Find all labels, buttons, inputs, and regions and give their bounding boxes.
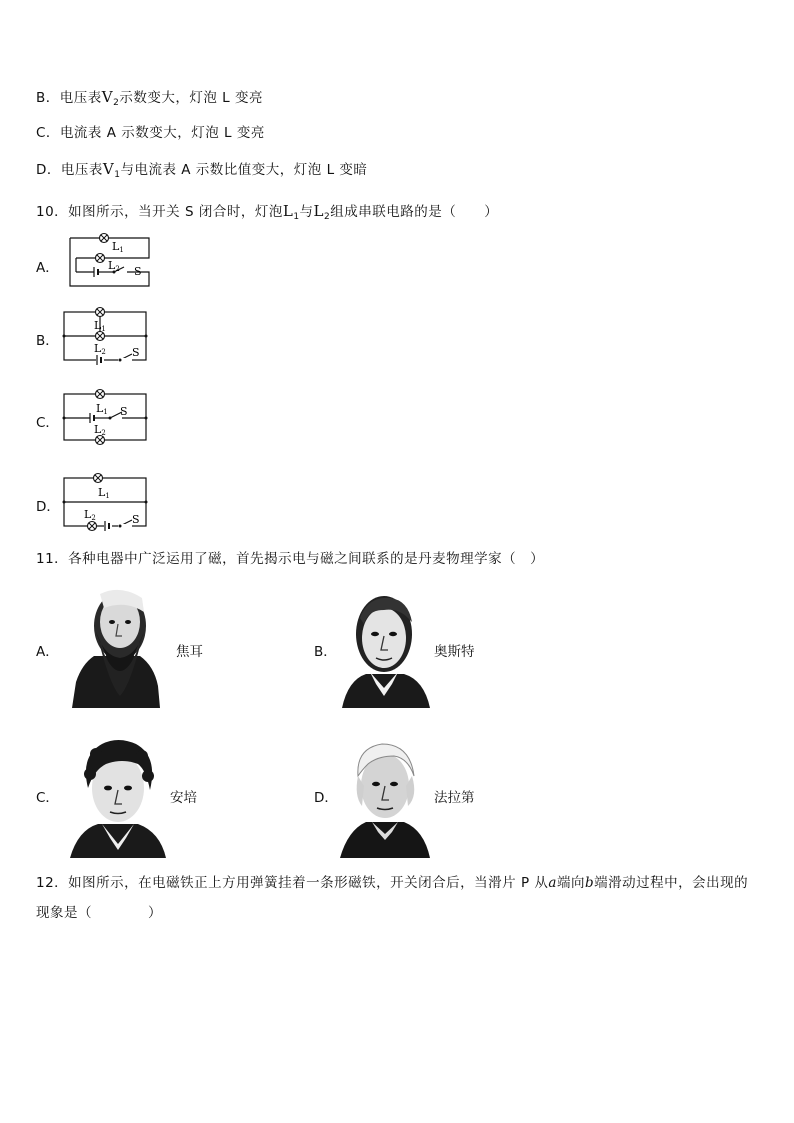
stem-text: 10．如图所示，当开关 S 闭合时，灯泡 [36, 204, 283, 220]
battery-icon [94, 267, 98, 277]
lamp-icon [96, 390, 105, 399]
q11-name-b: 奥斯特 [434, 644, 475, 660]
l2-label: L2 [94, 423, 106, 437]
switch-label: S [134, 265, 142, 278]
lamp-icon [96, 308, 105, 317]
q10-stem [36, 202, 498, 226]
switch-label: S [120, 405, 128, 418]
option-label: B． [36, 90, 60, 106]
switch-icon [119, 525, 122, 528]
switch-icon [119, 359, 122, 362]
circuit-diagram-b [60, 304, 152, 366]
circuit-diagram-c [60, 388, 152, 448]
lamp-icon [96, 254, 105, 263]
q9-option-b [36, 88, 263, 112]
option-text: 示数变大，灯泡 L 变亮 [119, 90, 263, 106]
q11-name-c: 安培 [170, 790, 197, 806]
option-text: 电压表 [59, 90, 102, 106]
subscript: 1 [114, 170, 121, 180]
l1-label: L1 [94, 319, 106, 333]
stem-text: 端滑动过程中，会出现的 [594, 875, 749, 891]
option-label: C． [36, 125, 60, 141]
stem-text: 与 [299, 204, 314, 220]
q10-option-c-label: C． [36, 415, 59, 431]
battery-icon [90, 413, 94, 423]
q11-stem: 11．各种电器中广泛运用了磁，首先揭示电与磁之间联系的是丹麦物理学家（ ） [36, 551, 545, 567]
q12-stem-line2: 现象是（ ） [36, 905, 162, 921]
subscript: 1 [293, 212, 300, 222]
q9-option-c [36, 124, 265, 142]
lamp-icon [88, 522, 97, 531]
switch-label: S [132, 513, 140, 526]
q10-option-d-label: D． [36, 499, 60, 515]
circuit-diagram-a [64, 230, 156, 290]
switch-icon [109, 417, 112, 420]
lamp-symbol: L [313, 202, 325, 220]
stem-text: 12．如图所示，在电磁铁正上方用弹簧挂着一条形磁铁，开关闭合后，当滑片 P 从 [36, 875, 549, 891]
q9-option-d [36, 160, 367, 184]
lamp-symbol: L [282, 202, 294, 220]
voltmeter-symbol: V [102, 160, 115, 178]
portrait-joule-image [70, 586, 162, 708]
lamp-icon [94, 474, 103, 483]
q11-option-b-label: B． [314, 644, 337, 660]
subscript: 2 [324, 212, 331, 222]
stem-text: 组成串联电路的是（ ） [330, 204, 499, 220]
q12-stem-line1 [36, 874, 748, 892]
option-text: 电压表 [60, 162, 103, 178]
subscript: 2 [113, 98, 120, 108]
portrait-ampere-image [66, 734, 170, 858]
portrait-oersted-image [338, 588, 432, 708]
stem-text: 端向 [556, 875, 585, 891]
l2-label: L2 [108, 259, 120, 273]
option-text: 电流表 A 示数变大，灯泡 L 变亮 [59, 125, 265, 141]
l1-label: L1 [112, 240, 124, 254]
l2-label: L2 [94, 342, 106, 356]
voltmeter-symbol: V [101, 88, 114, 106]
lamp-icon [100, 234, 109, 243]
switch-label: S [132, 346, 140, 359]
q11-option-c-label: C． [36, 790, 59, 806]
endpoint-b: b [584, 875, 595, 891]
q10-option-b-label: B． [36, 333, 59, 349]
option-label: D． [36, 162, 61, 178]
l1-label: L1 [96, 402, 108, 416]
q11-name-a: 焦耳 [176, 644, 203, 660]
l2-label: L2 [84, 508, 96, 522]
endpoint-a: a [548, 875, 557, 891]
q11-option-a-label: A． [36, 644, 59, 660]
circuit-diagram-d [60, 472, 152, 532]
q11-name-d: 法拉第 [434, 790, 475, 806]
portrait-faraday-image [338, 736, 432, 858]
option-text: 与电流表 A 示数比值变大，灯泡 L 变暗 [120, 162, 368, 178]
q10-option-a-label: A． [36, 260, 59, 276]
l1-label: L1 [98, 486, 110, 500]
q11-option-d-label: D． [314, 790, 338, 806]
